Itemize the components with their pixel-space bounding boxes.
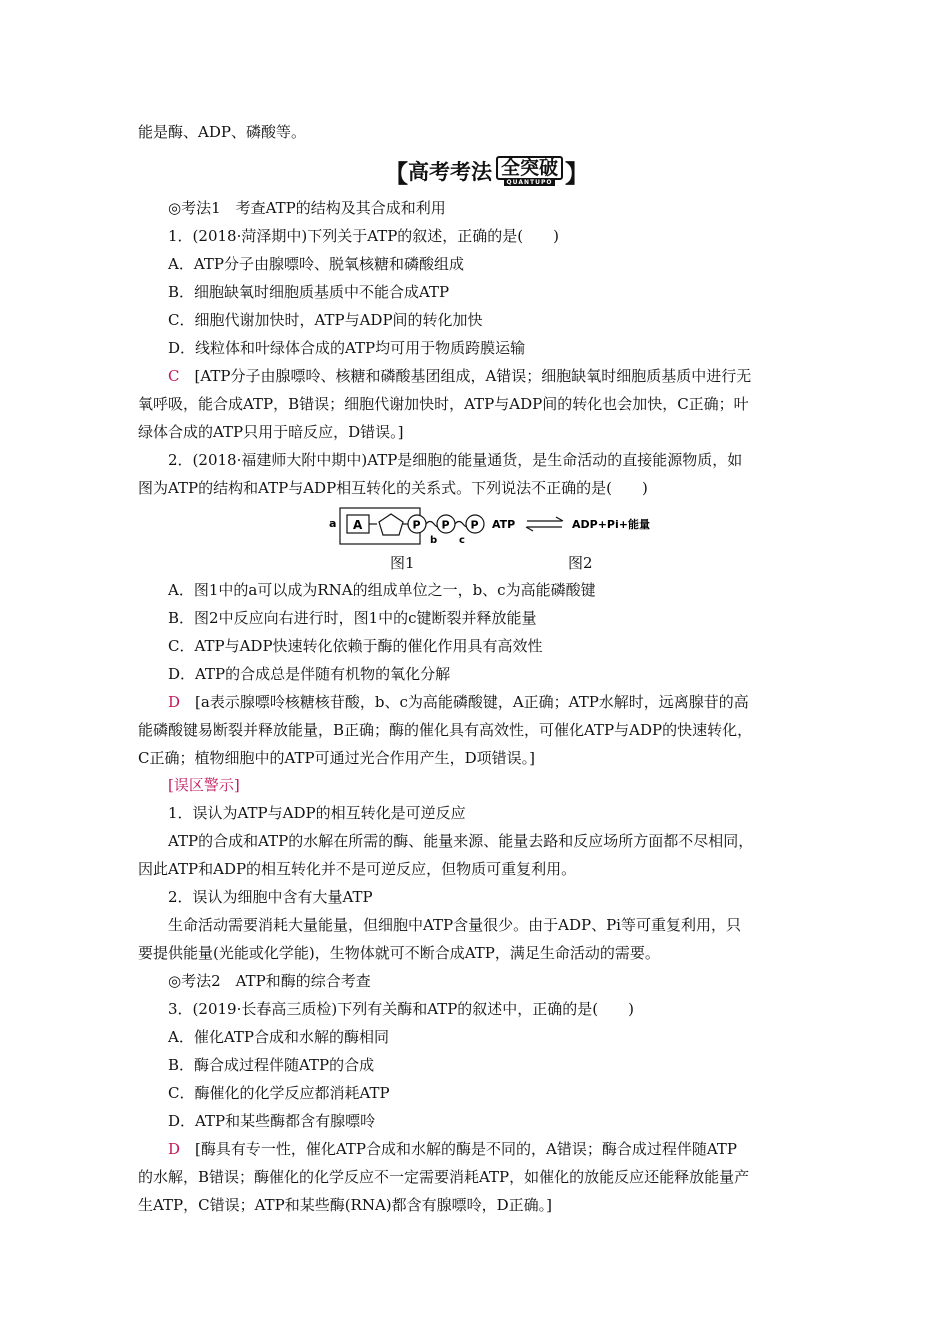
explanation-text: [a表示腺嘌呤核糖核苷酸，b、c为高能磷酸键，A正确；ATP水解时，远离腺苷的高 [195,693,749,711]
option-a: A．催化ATP合成和水解的酶相同 [168,1028,389,1046]
phosphate-1-label: P [412,518,421,532]
figure-caption-1: 图1 [390,554,415,572]
bond-b [426,522,437,527]
atp-label: ATP [492,518,516,531]
option-d: D．线粒体和叶绿体合成的ATP均可用于物质跨膜运输 [168,339,526,357]
section-heading: ◎考法2 ATP和酶的综合考查 [168,972,371,990]
answer-letter: D [168,693,181,711]
option-d: D．ATP的合成总是伴随有机物的氧化分解 [168,665,451,683]
question-stem: 1．(2018·菏泽期中)下列关于ATP的叙述，正确的是( ) [168,227,560,245]
banner-title: 高考考法 [408,160,492,184]
banner-badge-sub: QUANTUPO [504,179,556,186]
text-line: 绿体合成的ATP只用于暗反应，D错误。] [138,423,404,441]
option-b: B．图2中反应向右进行时，图1中的c键断裂并释放能量 [168,609,537,627]
text-line: 的水解，B错误；酶催化的化学反应不一定需要消耗ATP，如催化的放能反应还能释放能量产 [138,1168,750,1186]
ribose-pentagon [379,514,403,535]
option-b: B．酶合成过程伴随ATP的合成 [168,1056,375,1074]
question-stem: 3．(2019·长春高三质检)下列有关酶和ATP的叙述中，正确的是( ) [168,1000,635,1018]
text-line: ATP的合成和ATP的水解在所需的酶、能量来源、能量去路和反应场所方面都不尽相同， [168,832,754,850]
mistake-warning-heading: [误区警示] [168,776,240,794]
phosphate-3-label: P [470,518,479,532]
mistake-item: 2．误认为细胞中含有大量ATP [168,888,373,906]
text-line: 氧呼吸，能合成ATP，B错误；细胞代谢加快时，ATP与ADP间的转化也会加快，C正确；叶 [138,395,749,413]
figure-label-c: c [459,535,465,546]
phosphate-2-label: P [441,518,450,532]
text-line: C正确；植物细胞中的ATP可通过光合作用产生，D项错误。] [138,749,535,767]
section-heading: ◎考法1 考查ATP的结构及其合成和利用 [168,199,446,217]
banner-badge-text: 全突破 [496,156,563,180]
figure-caption-2: 图2 [568,554,593,572]
answer-explanation [168,366,751,386]
mistake-item: 1．误认为ATP与ADP的相互转化是可逆反应 [168,804,466,822]
banner-badge [496,156,563,186]
banner-left-bracket: 【 [384,159,408,188]
answer-letter: D [168,1140,181,1158]
answer-explanation [168,692,749,712]
option-c: C．ATP与ADP快速转化依赖于酶的催化作用具有高效性 [168,637,543,655]
figure-label-a: a [329,517,337,530]
text-line: 因此ATP和ADP的相互转化并不是可逆反应，但物质可重复利用。 [138,860,577,878]
question-stem: 2．(2018·福建师大附中期中)ATP是细胞的能量通货，是生命活动的直接能源物质，如 [168,451,743,469]
option-d: D．ATP和某些酶都含有腺嘌呤 [168,1112,376,1130]
answer-letter: C [168,367,180,385]
text-line: 生命活动需要消耗大量能量，但细胞中ATP含量很少。由于ADP、Pi等可重复利用，只 [168,916,741,934]
text-line: 能磷酸键易断裂并释放能量，B正确；酶的催化具有高效性，可催化ATP与ADP的快速转化， [138,721,753,739]
text-line: 要提供能量(光能或化学能)，生物体就可不断合成ATP，满足生命活动的需要。 [138,944,660,962]
text-line: 能是酶、ADP、磷酸等。 [138,123,306,141]
adenine-label: A [353,518,363,532]
answer-explanation [168,1139,737,1159]
option-a: A．图1中的a可以成为RNA的组成单位之一，b、c为高能磷酸键 [168,581,596,599]
option-c: C．细胞代谢加快时，ATP与ADP间的转化加快 [168,311,483,329]
products-label: ADP+Pi+能量 [572,518,650,531]
figure-label-b: b [430,535,438,546]
explanation-text: [ATP分子由腺嘌呤、核糖和磷酸基团组成，A错误；细胞缺氧时细胞质基质中进行无 [194,367,752,385]
option-a: A．ATP分子由腺嘌呤、脱氧核糖和磷酸组成 [168,255,464,273]
bond-c [455,522,466,527]
banner-right-bracket: 】 [565,159,590,188]
option-c: C．酶催化的化学反应都消耗ATP [168,1084,390,1102]
explanation-text: [酶具有专一性，催化ATP合成和水解的酶是不同的，A错误；酶合成过程伴随ATP [195,1140,737,1158]
text-line: 生ATP，C错误；ATP和某些酶(RNA)都含有腺嘌呤，D正确。] [138,1196,553,1214]
section-banner [384,156,589,186]
atp-figure [320,505,660,551]
text-line: 图为ATP的结构和ATP与ADP相互转化的关系式。下列说法不正确的是( ) [138,479,648,497]
option-b: B．细胞缺氧时细胞质基质中不能合成ATP [168,283,450,301]
